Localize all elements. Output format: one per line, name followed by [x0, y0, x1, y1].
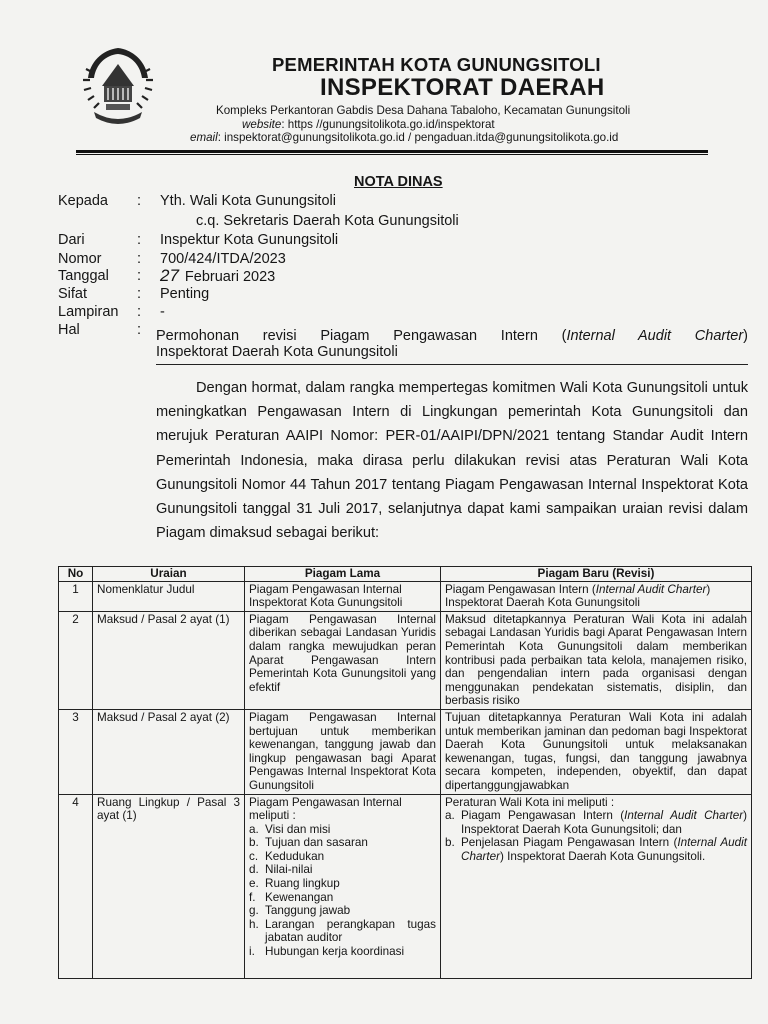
list-text: Ruang lingkup: [265, 877, 340, 891]
list-item: [249, 945, 436, 959]
hal-text: Permohonan revisi Piagam Pengawasan Intern (: [156, 328, 567, 344]
table-row: [59, 794, 752, 978]
row-no: 4: [59, 794, 93, 978]
header-website: [242, 118, 495, 131]
row-uraian: Maksud / Pasal 2 ayat (2): [93, 709, 245, 794]
list-item: [249, 917, 436, 945]
list-text: Hubungan kerja koordinasi: [265, 945, 405, 959]
list-marker: b.: [249, 836, 259, 850]
list-text: Larangan perangkapan tugas jabatan auditor: [265, 917, 436, 945]
list-text: Penjelasan Piagam Pengawasan Intern (: [461, 836, 678, 850]
lampiran-label: Lampiran: [58, 304, 119, 320]
field-colon: :: [137, 193, 142, 209]
header-divider-thin: [76, 154, 708, 155]
list-italic: Internal Audit Charter: [624, 809, 744, 823]
field-colon: :: [137, 251, 142, 267]
table-row: [59, 581, 752, 611]
row-baru-italic: Internal Audit Charter: [595, 582, 707, 596]
city-emblem-icon: [72, 42, 164, 134]
sifat-label: Sifat: [58, 286, 88, 302]
nomor-value: 700/424/ITDA/2023: [160, 251, 286, 267]
list-item: [249, 877, 436, 891]
table-header-row: [59, 567, 752, 582]
header-office: INSPEKTORAT DAERAH: [320, 74, 605, 101]
field-colon: :: [137, 286, 142, 302]
row-baru-intro: Peraturan Wali Kota ini meliputi :: [445, 795, 615, 809]
row-lama-intro: Piagam Pengawasan Internal meliputi :: [249, 795, 402, 823]
col-header-lama: Piagam Lama: [245, 567, 441, 582]
row-baru: Maksud ditetapkannya Peraturan Wali Kota ini adalah sebagai Landasan Yuridis bagi Aparat Pengawasan Intern Pemerintah Kota Gunungsitoli dalam memberikan kontribusi pada perbaikan tata kelola, manajemen risiko, dan pengendalian intern pada organisasi dengan menggunakan pendekatan sistematis, disiplin, dan berbasis risiko: [441, 611, 752, 709]
email-address[interactable]: : inspektorat@gunungsitolikota.go.id / pengaduan.itda@gunungsitolikota.go.id: [217, 131, 619, 144]
list-text: Kewenangan: [265, 890, 334, 904]
row-baru: [441, 794, 752, 978]
list-item: [249, 822, 436, 837]
tanggal-month-year: Februari 2023: [184, 269, 276, 285]
list-item: [445, 836, 748, 863]
tanggal-day: 27: [160, 266, 179, 285]
row-no: 3: [59, 709, 93, 794]
header-government: PEMERINTAH KOTA GUNUNGSITOLI: [272, 54, 601, 75]
row-lama: Piagam Pengawasan Internal Inspektorat Kota Gunungsitoli: [245, 581, 441, 611]
header-address: Kompleks Perkantoran Gabdis Desa Dahana Tabaloho, Kecamatan Gunungsitoli: [216, 104, 631, 117]
row-baru: Tujuan ditetapkannya Peraturan Wali Kota ini adalah untuk memberikan jaminan dan pedoman bagi Inspektorat Daerah Kota Gunungsitoli untuk melaksanakan kewenangan, tugas, fungsi, dan tanggung jawabnya secara kompeten, independen, obyektif, dan dapat dipertanggungjawabkan: [441, 709, 752, 794]
kepada-value-cq: c.q. Sekretaris Daerah Kota Gunungsitoli: [196, 213, 459, 229]
revision-table: [58, 566, 752, 979]
body-paragraph: [156, 376, 748, 545]
hal-text-end: ): [743, 328, 748, 344]
row-lama: Piagam Pengawasan Internal bertujuan untuk memberikan kewenangan, tanggung jawab dan lingkup pengawasan bagi Aparat Pengawas Internal Inspektorat Kota Gunungsitoli: [245, 709, 441, 794]
row-no: 1: [59, 581, 93, 611]
list-marker: a.: [445, 809, 455, 823]
tanggal-label: Tanggal: [58, 268, 109, 284]
row-lama: [245, 794, 441, 978]
field-colon: :: [137, 232, 142, 248]
hal-value-line2: Inspektorat Daerah Kota Gunungsitoli: [156, 344, 398, 360]
list-marker: e.: [249, 877, 259, 891]
row-baru-text: Piagam Pengawasan Intern (: [445, 582, 596, 596]
list-text: Piagam Pengawasan Intern (: [461, 809, 625, 823]
email-label: email: [190, 131, 218, 144]
field-colon: :: [137, 322, 142, 338]
list-text: Visi dan misi: [265, 822, 331, 836]
col-header-uraian: Uraian: [93, 567, 245, 582]
list-text: Tanggung jawab: [265, 904, 351, 918]
table-row: [59, 709, 752, 794]
row-uraian: Ruang Lingkup / Pasal 3 ayat (1): [93, 794, 245, 978]
field-colon: :: [137, 304, 142, 320]
header-email: [190, 131, 618, 144]
sifat-value: Penting: [160, 286, 210, 302]
nomor-label: Nomor: [58, 251, 102, 267]
list-marker: b.: [445, 836, 455, 850]
col-header-no: No: [59, 567, 93, 582]
list-item: [249, 836, 436, 850]
list-marker: c.: [249, 849, 259, 863]
tanggal-value: [160, 266, 275, 286]
col-header-baru: Piagam Baru (Revisi): [441, 567, 752, 582]
list-text-end: ) Inspektorat Daerah Kota Gunungsitoli.: [499, 849, 706, 863]
list-text: Kedudukan: [265, 849, 325, 863]
hal-label: Hal: [58, 322, 80, 338]
row-uraian: Nomenklatur Judul: [93, 581, 245, 611]
list-marker: f.: [249, 890, 256, 904]
list-item: [249, 890, 436, 905]
row-baru-text-end: ) Inspektorat Daerah Kota Gunungsitoli: [445, 582, 711, 610]
row-no: 2: [59, 611, 93, 709]
row-baru: [441, 581, 752, 611]
list-item: [445, 809, 747, 836]
list-marker: a.: [249, 822, 259, 836]
dari-value: Inspektur Kota Gunungsitoli: [160, 232, 339, 248]
list-text: Tujuan dan sasaran: [265, 836, 368, 850]
table-row: [59, 611, 752, 709]
document-title: NOTA DINAS: [354, 174, 443, 190]
lampiran-value: -: [160, 304, 165, 320]
row-uraian: Maksud / Pasal 2 ayat (1): [93, 611, 245, 709]
list-item: [249, 849, 436, 864]
list-text: Nilai-nilai: [265, 863, 313, 877]
body-paragraph-text: Dengan hormat, dalam rangka mempertegas komitmen Wali Kota Gunungsitoli untuk meningkatkan Pengawasan Intern di Lingkungan pemerintah Kota Gunungsitoli dan merujuk Peraturan AAIPI Nomor: PER-01/AAIPI/DPN/2021 tentang Standar Audit Intern Pemerintah Indonesia, maka dirasa perlu dilakukan revisi atas Peraturan Wali Kota Gunungsitoli Nomor 44 Tahun 2017 tentang Piagam Pengawasan Internal Inspektorat Kota Gunungsitoli tanggal 31 Juli 2017, selanjutnya dapat kami sampaikan uraian revisi dalam Piagam dimaksud sebagai berikut:: [156, 380, 748, 542]
list-marker: h.: [249, 917, 259, 931]
row-lama: Piagam Pengawasan Internal diberikan sebagai Landasan Yuridis dalam rangka mewujudkan peran Aparat Pengawasan Intern Pemerintah Kota Gunungsitoli yang efektif: [245, 611, 441, 709]
list-marker: d.: [249, 863, 259, 877]
list-marker: g.: [249, 904, 259, 918]
dari-label: Dari: [58, 232, 85, 248]
field-colon: :: [137, 268, 142, 284]
list-text-end: ) Inspektorat Daerah Kota Gunungsitoli; dan: [461, 809, 747, 836]
header-divider-thick: [76, 150, 708, 153]
row-baru-list: [445, 809, 747, 863]
hal-italic: Internal Audit Charter: [566, 328, 744, 344]
hal-divider: [156, 364, 748, 365]
list-marker: i.: [249, 945, 255, 959]
list-item: [249, 904, 436, 918]
list-italic: Internal Audit Charter: [461, 836, 748, 863]
list-item: [249, 863, 436, 877]
row-lama-list: [249, 823, 436, 959]
website-url[interactable]: : https //gunungsitolikota.go.id/inspektorat: [281, 118, 495, 131]
kepada-label: Kepada: [58, 193, 108, 209]
hal-value-line1: [156, 327, 748, 345]
website-label: website: [242, 118, 282, 131]
kepada-value: Yth. Wali Kota Gunungsitoli: [160, 193, 336, 209]
